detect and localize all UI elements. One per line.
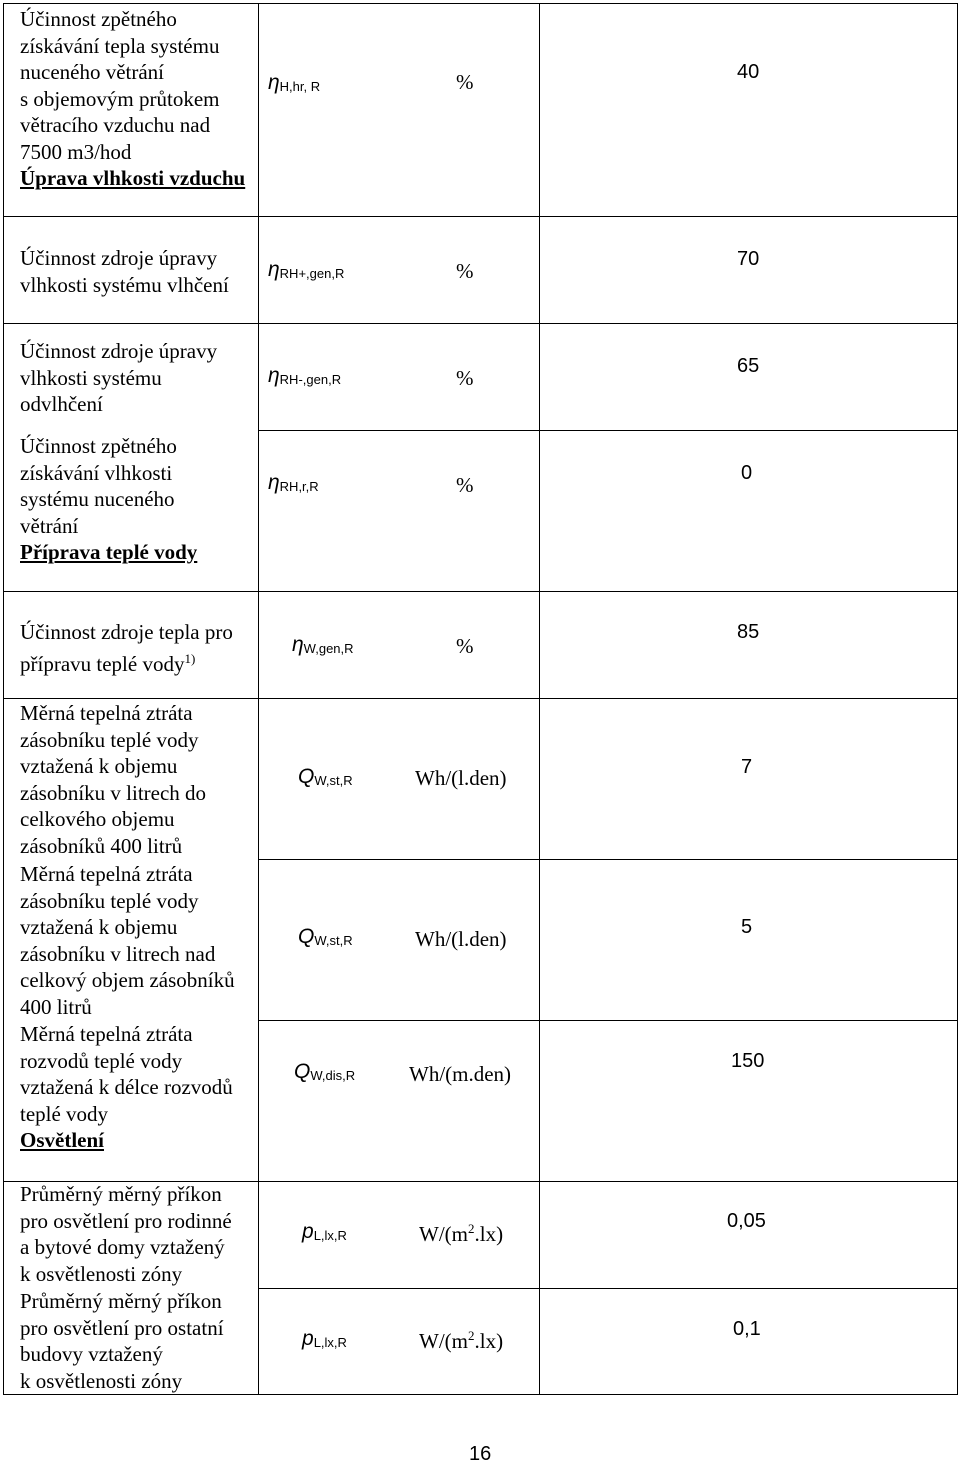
row-description: Účinnost zdroje tepla pro přípravu teplé vody$^{1)}$ <box>20 620 233 676</box>
row-description: Měrná tepelná ztráta rozvodů teplé vody vztažená k délce rozvodů teplé vody Osvětlení <box>20 1021 260 1154</box>
value: 0,05 <box>727 1210 766 1232</box>
value: 65 <box>737 355 760 377</box>
unit: % <box>456 366 474 390</box>
unit: % <box>456 70 474 94</box>
value: 5 <box>741 916 753 938</box>
value: 40 <box>737 61 760 83</box>
quantity-symbol: $Q_{W,st,R}$ <box>298 765 353 788</box>
row-divider <box>3 591 958 592</box>
row-divider <box>3 698 958 699</box>
quantity-symbol: $\eta_{W,gen,R}$ <box>292 633 354 656</box>
column-divider <box>539 1181 540 1395</box>
table-right-border <box>957 3 958 1395</box>
value: 7 <box>741 756 753 778</box>
quantity-symbol: $p_{L,lx,R}$ <box>302 1220 347 1243</box>
quantity-symbol: $p_{L,lx,R}$ <box>302 1327 347 1350</box>
row-divider <box>258 1020 958 1021</box>
row-divider <box>258 1288 958 1289</box>
table-top-border <box>3 3 958 4</box>
quantity-symbol: $\eta_{RH,r,R}$ <box>268 471 319 494</box>
row-divider <box>3 216 958 217</box>
column-divider <box>539 698 540 1182</box>
value: 0,1 <box>733 1318 761 1340</box>
column-divider <box>539 591 540 699</box>
row-divider <box>3 323 958 324</box>
value: 150 <box>731 1050 765 1072</box>
row-divider <box>258 859 958 860</box>
unit: Wh/(l.den) <box>415 766 507 790</box>
unit: % <box>456 259 474 283</box>
value: 0 <box>741 462 753 484</box>
row-description: Účinnost zpětného získávání vlhkosti systému nuceného větrání Příprava teplé vody <box>20 433 260 566</box>
section-heading-humidity: Úprava vlhkosti vzduchu <box>20 166 246 190</box>
quantity-symbol: $Q_{W,dis,R}$ <box>294 1060 356 1083</box>
value: 85 <box>737 621 760 643</box>
quantity-symbol: $Q_{W,st,R}$ <box>298 925 353 948</box>
quantity-symbol: $\eta_{RH+,gen,R}$ <box>268 258 345 281</box>
unit: Wh/(l.den) <box>415 927 507 951</box>
table-bottom-border <box>3 1394 958 1395</box>
row-description: Průměrný měrný příkon pro osvětlení pro rodinné a bytové domy vztažený k osvětlenosti zóny <box>20 1182 232 1286</box>
section-heading-hot-water: Příprava teplé vody <box>20 540 198 564</box>
quantity-symbol: $\eta_{H,hr, R}$ <box>268 71 321 94</box>
table-left-border <box>3 3 4 1395</box>
row-divider <box>258 430 958 431</box>
row-description: Měrná tepelná ztráta zásobníku teplé vody vztažená k objemu zásobníku v litrech nad celkový objem zásobníků 400 litrů <box>20 862 235 1019</box>
column-divider <box>539 323 540 592</box>
unit: % <box>456 634 474 658</box>
unit: $W/(m^2.lx)$ <box>419 1328 504 1353</box>
row-description: Účinnost zdroje úpravy vlhkosti systému vlhčení <box>20 246 229 297</box>
quantity-symbol: $\eta_{RH-,gen,R}$ <box>268 364 342 387</box>
column-divider <box>539 216 540 324</box>
page-number: 16 <box>469 1443 492 1465</box>
unit: % <box>456 473 474 497</box>
section-heading-lighting: Osvětlení <box>20 1128 104 1152</box>
column-divider <box>539 3 540 217</box>
unit: Wh/(m.den) <box>409 1062 512 1086</box>
row-description: Měrná tepelná ztráta zásobníku teplé vody vztažená k objemu zásobníku v litrech do celkového objemu zásobníků 400 litrů <box>20 701 207 858</box>
value: 70 <box>737 248 760 270</box>
row-description: Účinnost zdroje úpravy vlhkosti systému odvlhčení <box>20 339 218 416</box>
unit: $W/(m^2.lx)$ <box>419 1221 504 1246</box>
row-description: Průměrný měrný příkon pro osvětlení pro ostatní budovy vztažený k osvětlenosti zóny <box>20 1289 224 1393</box>
row-description: Účinnost zpětného získávání tepla systému nuceného větrání s objemovým průtokem větracího vzduchu nad 7500 m3/hod Úprava vlhkosti vzduchu <box>20 6 260 192</box>
